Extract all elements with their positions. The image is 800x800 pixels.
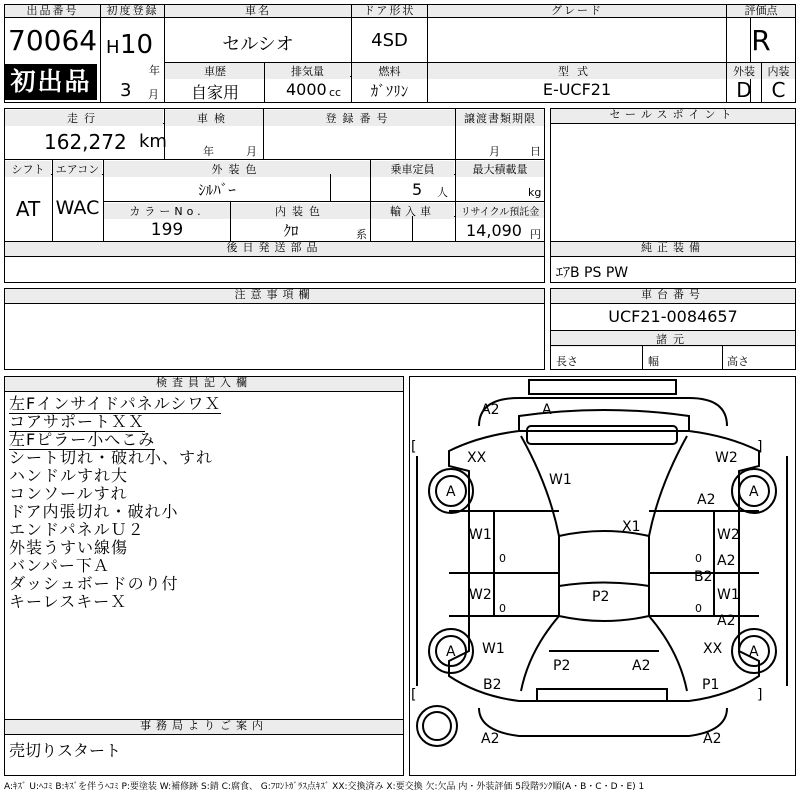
shift: AT — [15, 197, 41, 221]
capacity-unit: 人 — [437, 186, 448, 199]
car-name-label: 車名 — [165, 5, 351, 18]
displacement-label: 排気量 — [265, 63, 350, 79]
recycle-fee: 14,090 — [466, 221, 522, 240]
reg-year: 10 — [120, 30, 154, 60]
mark-right-front-door-lower: A2 — [717, 553, 736, 569]
mark-left-front-door-num: 0 — [499, 552, 506, 565]
fuel: ｶﾞｿﾘﾝ — [370, 82, 409, 100]
door-type: 4SD — [371, 30, 408, 51]
ext-score-label: 外装 — [727, 63, 761, 79]
mark-trunk-left: P2 — [553, 658, 571, 674]
score-label: 評価点 — [727, 5, 795, 18]
car-history: 自家用 — [190, 83, 239, 102]
office-label: 事務局よりご案内 — [5, 720, 403, 735]
mileage: 162,272 — [44, 130, 127, 154]
lot-number: 70064 — [8, 24, 98, 57]
reg-month: 3 — [120, 80, 132, 101]
inspection-year-unit: 年 — [203, 145, 214, 158]
transfer-label: 譲渡書類期限 — [456, 110, 544, 126]
mark-trunk-right: A2 — [632, 658, 651, 674]
mark-rear-left-corner: B2 — [483, 677, 502, 693]
mileage-unit: km — [139, 131, 167, 152]
year-unit: 年 — [149, 64, 160, 77]
mark-roof: P2 — [592, 589, 610, 605]
equipment-value: ｴｱB PS PW — [556, 265, 629, 281]
overall-score: R — [751, 24, 771, 57]
month-unit: 月 — [148, 88, 159, 101]
model: E-UCF21 — [542, 80, 612, 99]
car-name: セルシオ — [222, 34, 294, 55]
grade-label: グレード — [428, 5, 726, 18]
mark-rear-left-tire: A — [446, 644, 456, 660]
mark-right-rear-door: W1 — [717, 587, 740, 603]
fuel-label: 燃料 — [352, 63, 427, 79]
int-color-unit: 系 — [356, 228, 367, 241]
int-color: ｸﾛ — [283, 222, 299, 240]
dim-length: 長さ — [556, 355, 578, 368]
bracket-left-rear: [ — [411, 687, 417, 703]
transfer-month-unit: 月 — [489, 145, 500, 158]
mark-right-front-edge: A2 — [697, 492, 716, 508]
dim-height: 高さ — [727, 355, 749, 368]
remark-line: 左FインサイドパネルシワＸ — [9, 394, 222, 413]
later-parts-label: 後日発送部品 — [5, 242, 544, 257]
mark-rear-right-tire: A — [749, 644, 759, 660]
history-label: 車歴 — [165, 63, 265, 79]
mark-right-rear-door-num: 0 — [695, 602, 702, 615]
mark-rear-right-corner: P1 — [702, 677, 720, 693]
inspector-label: 検査員記入欄 — [5, 377, 403, 392]
bracket-left-front: [ — [411, 439, 417, 455]
mark-left-rear-door-num: 0 — [499, 602, 506, 615]
chassis-number: UCF21-0084657 — [608, 307, 738, 326]
remark-line: エンドパネルＵ２ — [9, 520, 145, 539]
car-diagram-svg — [409, 376, 796, 776]
reg-no-label: 登録番号 — [264, 110, 455, 126]
remark-line: コンソールすれ — [9, 484, 128, 503]
ext-score: D — [736, 78, 752, 102]
capacity-label: 乗車定員 — [371, 161, 454, 177]
color-no-label: カラーNo. — [104, 203, 230, 219]
transfer-day-unit: 日 — [530, 145, 541, 158]
mark-right-front-door-num: 0 — [695, 552, 702, 565]
mark-front-bumper-left: A2 — [481, 402, 500, 418]
load-unit: kg — [528, 186, 542, 199]
model-label: 型式 — [428, 63, 726, 79]
mark-hood: W1 — [549, 472, 572, 488]
remark-line: ダッシュボードのり付 — [9, 574, 179, 593]
mark-rear-bumper-right: A2 — [703, 731, 722, 747]
inspection-label: 車検 — [165, 110, 263, 126]
int-score: C — [771, 78, 786, 102]
mark-front-left-tire: A — [446, 484, 456, 500]
mark-right-rear-door-lower: A2 — [717, 613, 736, 629]
mileage-label: 走行 — [5, 110, 163, 126]
ext-color-label: 外装色 — [104, 161, 370, 177]
dim-width: 幅 — [648, 355, 659, 368]
first-listing-badge: 初出品 — [5, 64, 97, 100]
remark-line: キーレスキーＸ — [9, 592, 128, 611]
recycle-unit: 円 — [530, 228, 541, 241]
remark-line: ハンドルすれ大 — [9, 466, 129, 485]
chassis-label: 車台番号 — [551, 289, 795, 304]
sales-point-label: セールスポイント — [551, 109, 795, 124]
sales-point-block — [550, 108, 796, 242]
int-color-label: 内装色 — [231, 203, 370, 219]
ac-label: エアコン — [53, 161, 102, 177]
mark-front-left-fender: XX — [467, 450, 487, 466]
mark-roof-right: X1 — [622, 519, 641, 535]
mark-left-front-door: W1 — [469, 527, 492, 543]
door-label: ドア形状 — [352, 5, 427, 18]
bracket-right-rear: ] — [757, 687, 763, 703]
mark-right-front-door: W2 — [717, 527, 740, 543]
capacity: 5 — [412, 180, 423, 199]
mark-center-pillar-right: B2 — [694, 569, 713, 585]
remark-line: バンパー下Ａ — [9, 556, 110, 575]
lot-no-label: 出品番号 — [5, 5, 100, 18]
mark-front-bumper-center: A — [542, 402, 552, 418]
int-score-label: 内装 — [762, 63, 795, 79]
displacement: 4000 — [286, 80, 327, 99]
aircon: WAC — [55, 197, 100, 219]
legend-text: A:ｷｽﾞ U:ﾍｺﾐ B:ｷｽﾞを伴うﾍｺﾐ P:要塗装 W:補修跡 S:錆 C:腐食、 G:ﾌﾛﾝﾄｶﾞﾗｽ点ｷｽﾞ XX:交換済み X:要交換 欠:欠品 内・外装評価 5段階ﾗﾝｸ順(A・B・C・D・E) 1 — [4, 782, 645, 792]
recycle-label: リサイクル預託金 — [456, 203, 544, 218]
mark-front-right-tire: A — [749, 484, 759, 500]
remark-line: シート切れ・破れ小、すれ — [9, 448, 214, 467]
mark-left-rear-door: W2 — [469, 587, 492, 603]
remark-line: 外装うすい線傷 — [9, 538, 129, 557]
displacement-unit: cc — [329, 86, 342, 99]
mark-front-right-fender: W2 — [715, 450, 738, 466]
load-label: 最大積載量 — [456, 161, 544, 177]
notes-label: 注意事項欄 — [5, 289, 544, 304]
remark-line: コアサポートＸＸ — [9, 412, 146, 431]
inspection-month-unit: 月 — [246, 145, 257, 158]
color-no: 199 — [150, 220, 184, 240]
import-label: 輸入車 — [371, 203, 454, 219]
dims-label: 諸元 — [551, 331, 795, 347]
shift-label: シフト — [5, 161, 51, 177]
era: H — [106, 37, 120, 58]
mark-rear-bumper-left: A2 — [481, 731, 500, 747]
mark-left-rear-fender: W1 — [482, 641, 505, 657]
bracket-right-front: ] — [757, 439, 763, 455]
mark-right-rear-fender: XX — [703, 641, 723, 657]
equipment-label: 純正装備 — [551, 242, 795, 257]
first-reg-label: 初度登録 — [101, 5, 164, 18]
remark-line: ドア内張切れ・破れ小 — [9, 502, 179, 521]
ext-color: ｼﾙﾊﾞｰ — [198, 181, 236, 199]
remark-line: 左Fピラー小へこみ — [9, 430, 156, 449]
office-text: 売切りスタート — [9, 741, 122, 760]
